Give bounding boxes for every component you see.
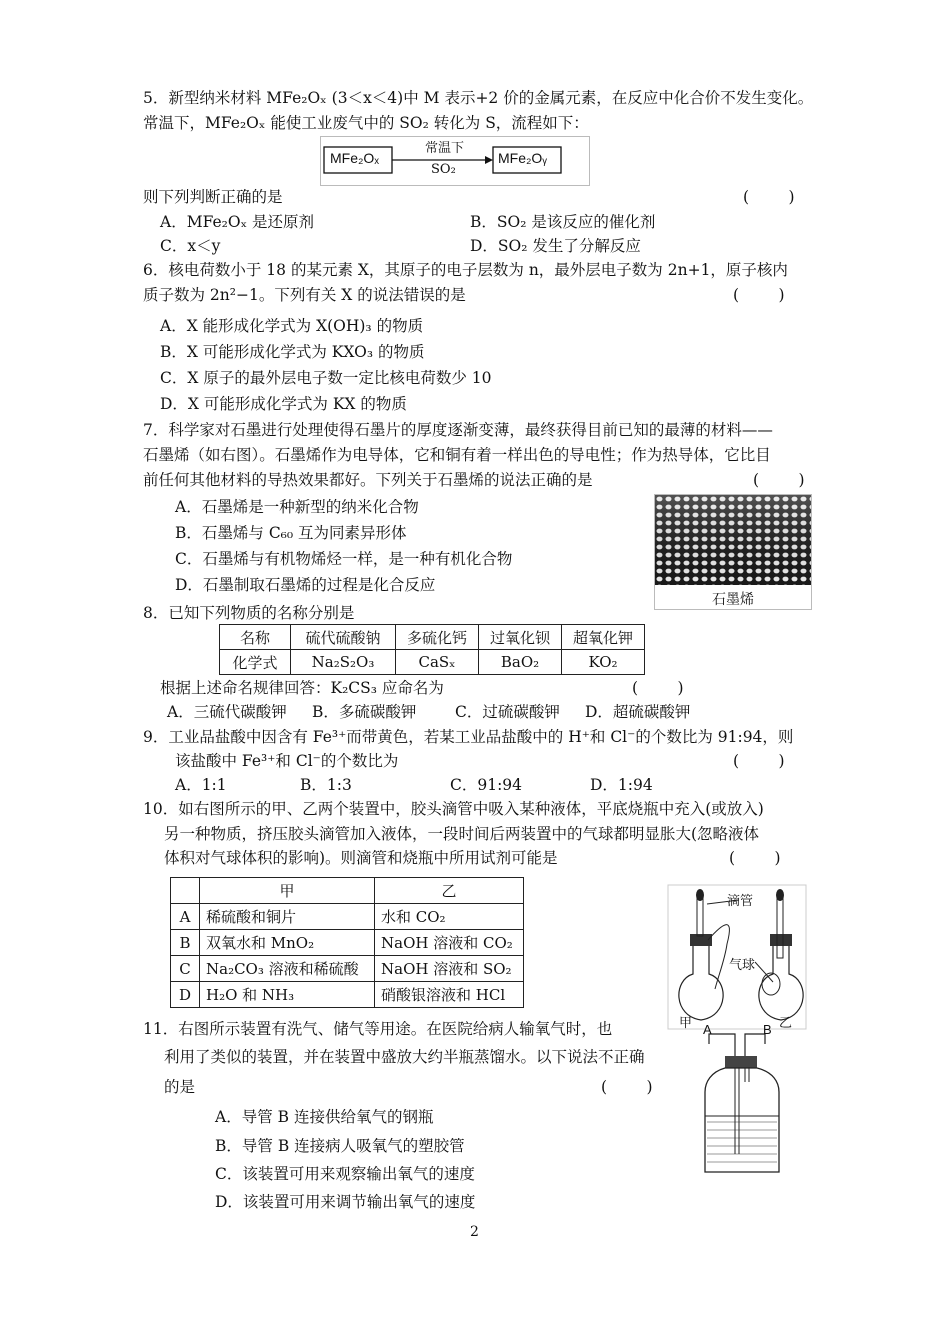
- q8-option-b: B．多硫碳酸钾: [312, 703, 417, 721]
- q5-flow-right: MFe₂Oᵧ: [498, 150, 547, 166]
- table-cell: 乙: [375, 878, 524, 904]
- q6-option-d: D．X 可能形成化学式为 KX 的物质: [160, 395, 407, 413]
- q9-option-a: A．1:1: [175, 776, 227, 794]
- q8-option-c: C．过硫碳酸钾: [455, 703, 560, 721]
- q7-line3: 前任何其他材料的导热效果都好。下列关于石墨烯的说法正确的是: [143, 471, 593, 489]
- q11-option-a: A．导管 B 连接供给氧气的钢瓶: [215, 1108, 434, 1126]
- q9-option-d: D．1:94: [590, 776, 653, 794]
- q7-option-c: C．石墨烯与有机物烯烃一样，是一种有机化合物: [175, 550, 513, 568]
- table-cell: H₂O 和 NH₃: [200, 982, 375, 1008]
- q10-line2: 另一种物质，挤压胶头滴管加入液体，一段时间后两装置中的气球都明显胀大(忽略液体: [164, 825, 760, 843]
- q5-flow-bottom: SO₂: [431, 162, 456, 177]
- q6-option-b: B．X 可能形成化学式为 KXO₃ 的物质: [160, 343, 425, 361]
- table-cell: A: [171, 904, 200, 930]
- q6-line1: 6．核电荷数小于 18 的某元素 X，其原子的电子层数为 n，最外层电子数为 2n+1，原子核内: [143, 261, 788, 279]
- jia-label: 甲: [679, 1016, 693, 1031]
- q8-naming-table: [219, 624, 645, 675]
- table-cell: BaO₂: [479, 650, 562, 675]
- q5-line2: 常温下，MFe₂Oₓ 能使工业废气中的 SO₂ 转化为 S，流程如下：: [143, 114, 589, 132]
- table-cell: NaOH 溶液和 CO₂: [375, 930, 524, 956]
- q11-line3: 的是: [164, 1078, 196, 1096]
- q9-line1: 9．工业品盐酸中因含有 Fe³⁺而带黄色，若某工业品盐酸中的 H⁺和 Cl⁻的个数比为 91:94，则: [143, 728, 794, 746]
- q5-option-b: B．SO₂ 是该反应的催化剂: [470, 213, 656, 231]
- q6-line2: 质子数为 2n²−1。下列有关 X 的说法错误的是: [143, 286, 466, 304]
- q10-apparatus-figure: [667, 884, 807, 1030]
- table-row: [220, 650, 645, 675]
- table-cell: 超氧化钾: [562, 625, 645, 650]
- yi-label: 乙: [779, 1016, 793, 1031]
- q7-option-d: D．石墨制取石墨烯的过程是化合反应: [175, 576, 436, 594]
- q9-option-c: C．91:94: [450, 776, 523, 794]
- q5-flow-top: 常温下: [425, 141, 465, 156]
- tube-b-label: B: [763, 1022, 772, 1037]
- q7-option-a: A．石墨烯是一种新型的纳米化合物: [175, 498, 419, 516]
- q6-option-c: C．X 原子的最外层电子数一定比核电荷数少 10: [160, 369, 492, 387]
- table-cell: 化学式: [220, 650, 291, 675]
- q6-option-a: A．X 能形成化学式为 X(OH)₃ 的物质: [160, 317, 424, 335]
- table-cell: 名称: [220, 625, 291, 650]
- q7-line1: 7．科学家对石墨进行处理使得石墨片的厚度逐渐变薄，最终获得目前已知的最薄的材料——: [143, 421, 773, 439]
- graphene-caption: 石墨烯: [712, 592, 754, 608]
- dropper-label: 滴管: [727, 894, 754, 909]
- table-cell: 甲: [200, 878, 375, 904]
- table-cell: C: [171, 956, 200, 982]
- q11-option-d: D．该装置可用来调节输出氧气的速度: [215, 1193, 476, 1211]
- table-cell: 稀硫酸和铜片: [200, 904, 375, 930]
- table-cell: NaOH 溶液和 SO₂: [375, 956, 524, 982]
- q6-answer-paren: ( ): [733, 286, 785, 304]
- table-cell: Na₂S₂O₃: [291, 650, 396, 675]
- balloon-label: 气球: [729, 958, 756, 973]
- table-row: [171, 956, 524, 982]
- page-number: 2: [470, 1224, 479, 1240]
- table-row: [220, 625, 645, 650]
- q8-line1: 8．已知下列物质的名称分别是: [143, 604, 355, 622]
- q11-gas-bottle-figure: [695, 1022, 789, 1176]
- table-cell: 硝酸银溶液和 HCl: [375, 982, 524, 1008]
- q11-answer-paren: ( ): [601, 1078, 653, 1096]
- q7-answer-paren: ( ): [753, 471, 805, 489]
- q5-flow-diagram: [320, 136, 590, 186]
- q5-line1: 5．新型纳米材料 MFe₂Oₓ (3＜x＜4)中 M 表示+2 价的金属元素，在反应中化合价不发生变化。: [143, 89, 814, 107]
- q5-flow-left: MFe₂Oₓ: [330, 150, 379, 166]
- table-row: [171, 904, 524, 930]
- q11-option-c: C．该装置可用来观察输出氧气的速度: [215, 1165, 475, 1183]
- q7-line2: 石墨烯（如右图）。石墨烯作为电导体，它和铜有着一样出色的导电性；作为热导体，它比目: [143, 446, 771, 464]
- table-cell: 多硫化钙: [396, 625, 479, 650]
- q9-option-b: B．1:3: [300, 776, 352, 794]
- table-row: [171, 878, 524, 904]
- q10-line3: 体积对气球体积的影响)。则滴管和烧瓶中所用试剂可能是: [164, 849, 558, 867]
- q11-line1: 11．右图所示装置有洗气、储气等用途。在医院给病人输氧气时，也: [143, 1020, 613, 1038]
- q8-option-a: A．三硫代碳酸钾: [167, 703, 287, 721]
- table-row: [171, 982, 524, 1008]
- table-cell: Na₂CO₃ 溶液和稀硫酸: [200, 956, 375, 982]
- table-row: [171, 930, 524, 956]
- q5-option-c: C．x＜y: [160, 237, 221, 255]
- q9-line2: 该盐酸中 Fe³⁺和 Cl⁻的个数比为: [175, 752, 399, 770]
- q8-option-d: D．超硫碳酸钾: [585, 703, 691, 721]
- q10-answer-paren: ( ): [729, 849, 781, 867]
- table-cell: 水和 CO₂: [375, 904, 524, 930]
- q5-option-a: A．MFe₂Oₓ 是还原剂: [160, 213, 315, 231]
- graphene-figure: [654, 494, 812, 610]
- graphene-lattice-image: [655, 495, 811, 585]
- q10-line1: 10．如右图所示的甲、乙两个装置中，胶头滴管中吸入某种液体，平底烧瓶中充入(或放入): [143, 800, 764, 818]
- table-cell: 硫代硫酸钠: [291, 625, 396, 650]
- table-cell: 过氧化钡: [479, 625, 562, 650]
- q8-answer-paren: ( ): [632, 679, 684, 697]
- q5-option-d: D．SO₂ 发生了分解反应: [470, 237, 641, 255]
- q9-answer-paren: ( ): [733, 752, 785, 770]
- q5-line3: 则下列判断正确的是: [143, 188, 283, 206]
- table-cell: D: [171, 982, 200, 1008]
- q5-answer-paren: ( ): [743, 188, 795, 206]
- table-cell: B: [171, 930, 200, 956]
- q7-option-b: B．石墨烯与 C₆₀ 互为同素异形体: [175, 524, 407, 542]
- table-cell: 双氧水和 MnO₂: [200, 930, 375, 956]
- q10-reagent-table: [170, 877, 524, 1008]
- table-cell: CaSₓ: [396, 650, 479, 675]
- q11-line2: 利用了类似的装置，并在装置中盛放大约半瓶蒸馏水。以下说法不正确: [164, 1048, 645, 1066]
- table-cell: [171, 878, 200, 904]
- q11-option-b: B．导管 B 连接病人吸氧气的塑胶管: [215, 1137, 465, 1155]
- tube-a-label: A: [703, 1022, 712, 1037]
- q8-line2: 根据上述命名规律回答：K₂CS₃ 应命名为: [160, 679, 444, 697]
- table-cell: KO₂: [562, 650, 645, 675]
